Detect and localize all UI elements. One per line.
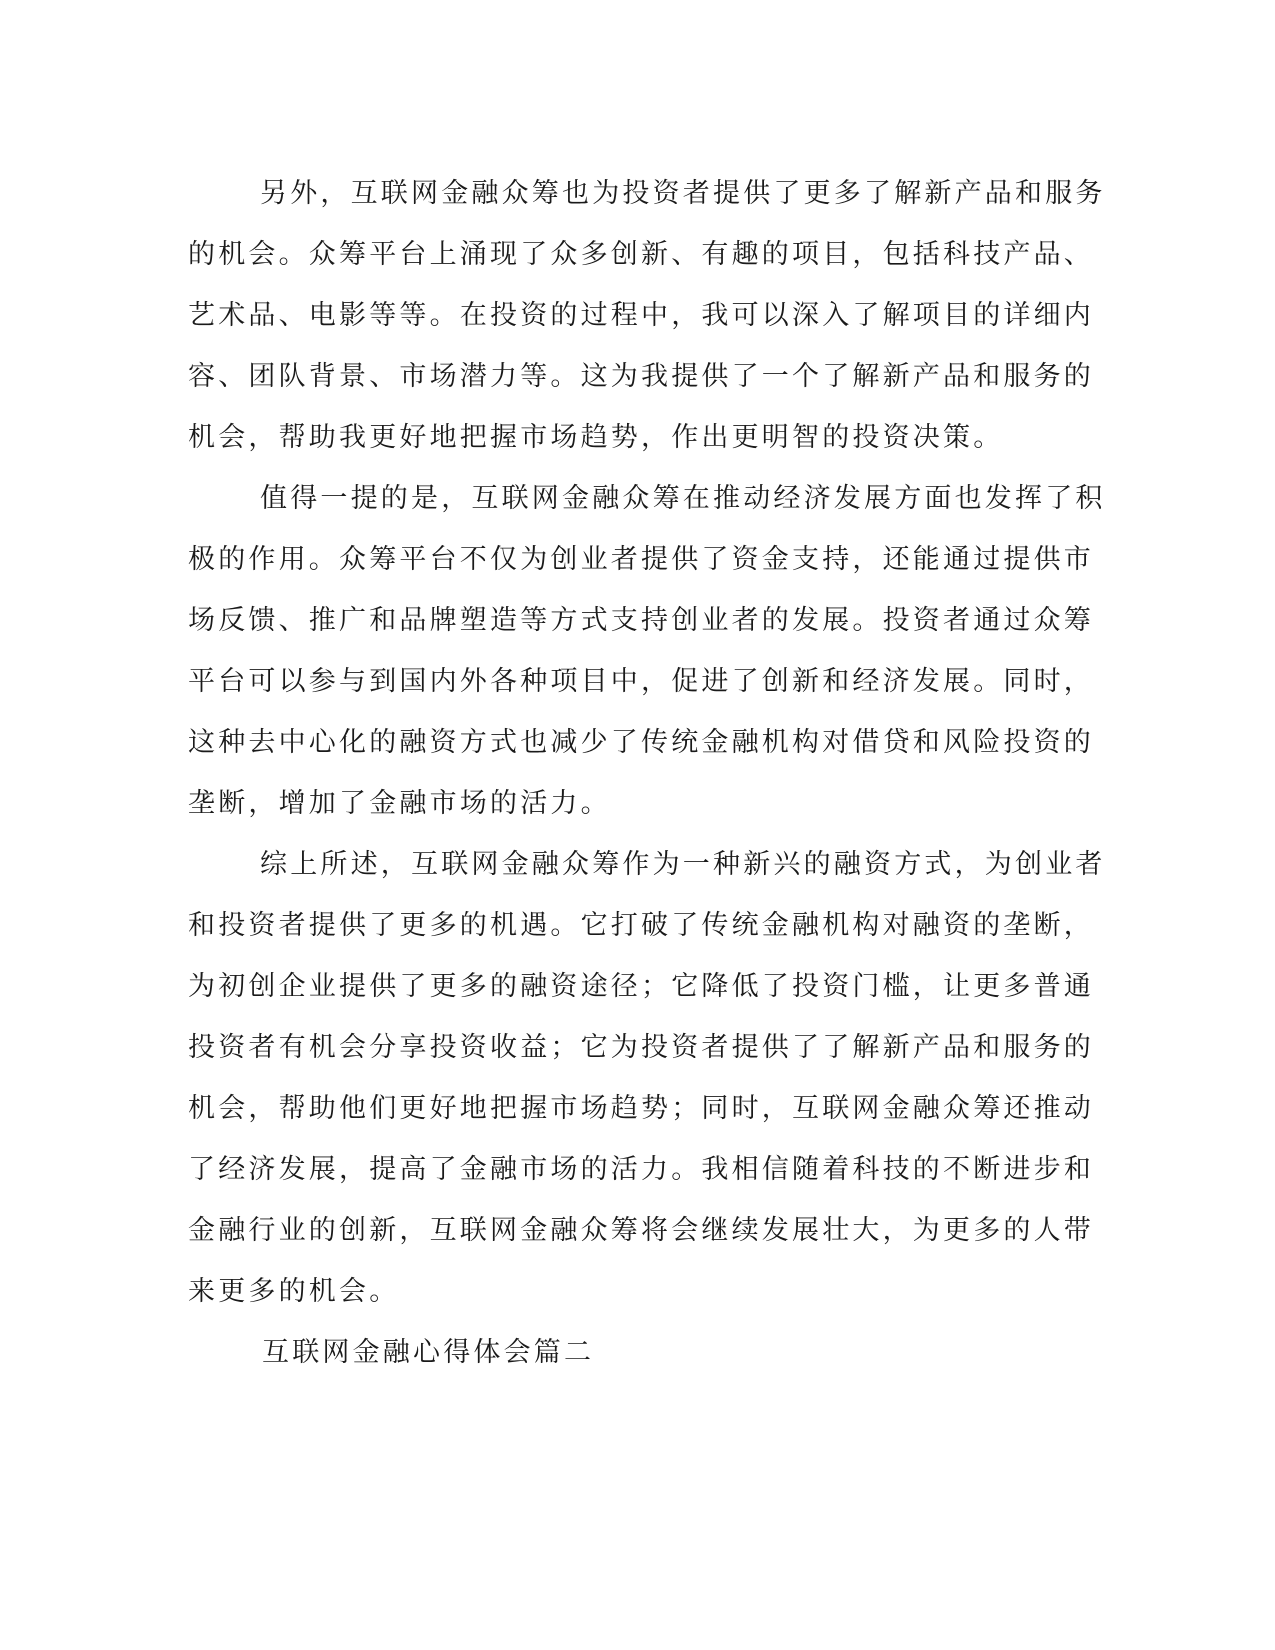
paragraph-economy — [188, 468, 1106, 834]
paragraph-line: 综上所述，互联网金融众筹作为一种新兴的融资方式，为创业者 — [260, 849, 1106, 880]
paragraph-line: 和投资者提供了更多的机遇。它打破了传统金融机构对融资的垄断， — [188, 910, 1094, 941]
paragraph-opportunity — [188, 163, 1106, 468]
paragraph-line: 的机会。众筹平台上涌现了众多创新、有趣的项目，包括科技产品、 — [188, 239, 1094, 270]
paragraph-line: 容、团队背景、市场潜力等。这为我提供了一个了解新产品和服务的 — [188, 361, 1094, 392]
paragraph-line: 场反馈、推广和品牌塑造等方式支持创业者的发展。投资者通过众筹 — [188, 605, 1094, 636]
paragraph-line: 投资者有机会分享投资收益；它为投资者提供了了解新产品和服务的 — [188, 1032, 1094, 1063]
paragraph-line: 艺术品、电影等等。在投资的过程中，我可以深入了解项目的详细内 — [188, 300, 1094, 331]
document-body — [188, 163, 1106, 1383]
paragraph-line: 极的作用。众筹平台不仅为创业者提供了资金支持，还能通过提供市 — [188, 544, 1094, 575]
paragraph-line: 这种去中心化的融资方式也减少了传统金融机构对借贷和风险投资的 — [188, 727, 1094, 758]
paragraph-line: 了经济发展，提高了金融市场的活力。我相信随着科技的不断进步和 — [188, 1154, 1094, 1185]
paragraph-conclusion — [188, 834, 1106, 1322]
paragraph-line: 金融行业的创新，互联网金融众筹将会继续发展壮大，为更多的人带 — [188, 1215, 1094, 1246]
paragraph-line: 来更多的机会。 — [188, 1276, 400, 1307]
paragraph-line: 机会，帮助我更好地把握市场趋势，作出更明智的投资决策。 — [188, 422, 1004, 453]
paragraph-line: 值得一提的是，互联网金融众筹在推动经济发展方面也发挥了积 — [260, 483, 1106, 514]
paragraph-line: 另外，互联网金融众筹也为投资者提供了更多了解新产品和服务 — [260, 178, 1106, 209]
paragraph-line: 为初创企业提供了更多的融资途径；它降低了投资门槛，让更多普通 — [188, 971, 1094, 1002]
paragraph-line: 机会，帮助他们更好地把握市场趋势；同时，互联网金融众筹还推动 — [188, 1093, 1094, 1124]
paragraph-line: 平台可以参与到国内外各种项目中，促进了创新和经济发展。同时， — [188, 666, 1094, 697]
section-heading: 互联网金融心得体会篇二 — [262, 1337, 595, 1368]
paragraph-line: 垄断，增加了金融市场的活力。 — [188, 788, 611, 819]
